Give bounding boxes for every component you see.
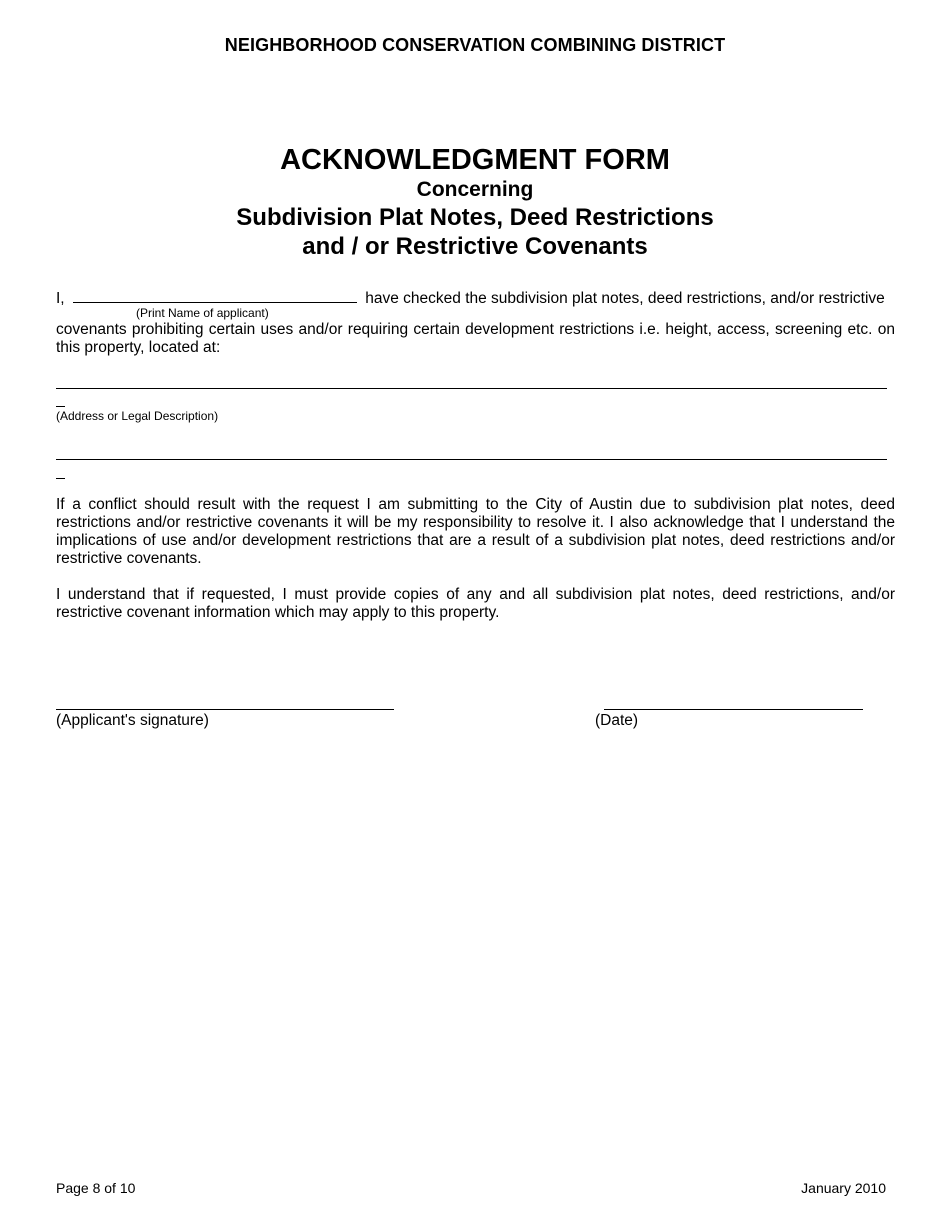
address-field-line-1[interactable] [56,388,887,389]
form-subtitle-line-2: and / or Restrictive Covenants [302,233,648,260]
statement-continuation: covenants prohibiting certain uses and/or requiring certain development restrictions i.e. height, access, screening etc. on this property, located at: [56,321,895,356]
form-concerning: Concerning [416,178,534,201]
form-subtitle [0,203,950,261]
print-name-label: (Print Name of applicant) [136,306,269,320]
district-title: NEIGHBORHOOD CONSERVATION COMBINING DISTRICT [224,35,726,55]
date-label: (Date) [595,712,639,729]
applicant-name-field[interactable] [73,288,357,303]
statement-line [56,288,885,308]
address-line-stub-2 [56,478,65,479]
address-label: (Address or Legal Description) [56,409,219,423]
address-line-stub-1 [56,406,65,407]
copies-paragraph: I understand that if requested, I must provide copies of any and all subdivision plat notes, deed restrictions, and/or restrictive covenant information which may apply to this property. [56,586,895,621]
page-number: Page 8 of 10 [56,1180,136,1196]
statement-prefix: I, [56,290,65,307]
statement-suffix: have checked the subdivision plat notes, deed restrictions, and/or restrictive [365,290,885,307]
form-subtitle-line-1: Subdivision Plat Notes, Deed Restrictions [236,204,714,231]
date-field[interactable] [604,709,863,710]
form-title: ACKNOWLEDGMENT FORM [280,144,670,176]
revision-date: January 2010 [801,1180,886,1196]
applicant-signature-label: (Applicant's signature) [56,712,209,729]
address-field-line-2[interactable] [56,459,887,460]
conflict-paragraph: If a conflict should result with the request I am submitting to the City of Austin due to subdivision plat notes, deed restrictions and/or restrictive covenants it will be my responsibility to resolve it. I also acknowledge that I understand the implications of use and/or development restrictions that are a result of a subdivision plat notes, deed restrictions and/or restrictive covenants. [56,496,895,567]
applicant-signature-field[interactable] [56,709,394,710]
